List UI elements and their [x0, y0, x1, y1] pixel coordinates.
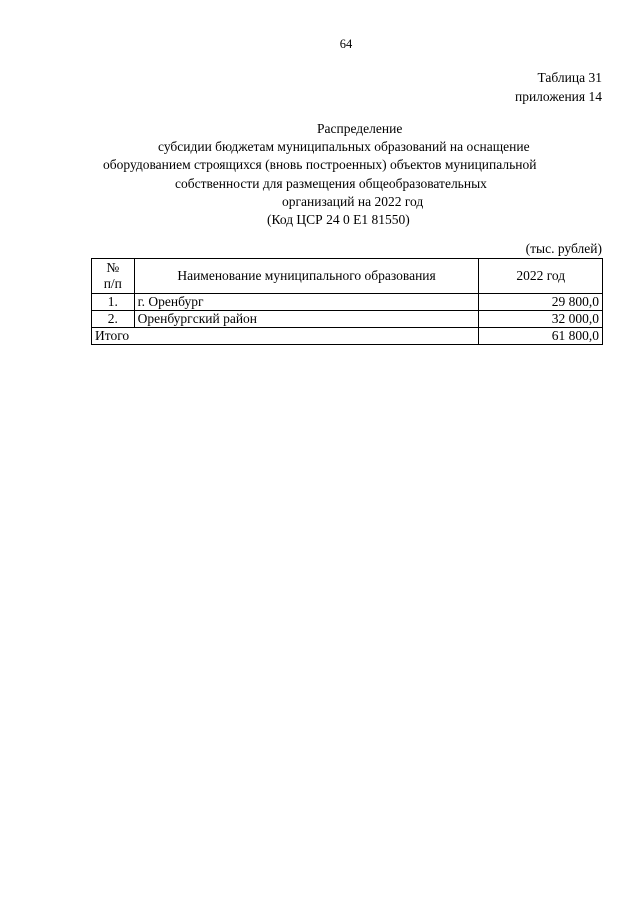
row-value: 32 000,0: [479, 311, 603, 328]
table-ref-line1: Таблица 31: [537, 70, 602, 85]
header-number-line2: п/п: [103, 276, 122, 291]
total-value: 61 800,0: [479, 328, 603, 345]
table-header-row: [92, 259, 603, 294]
table-row: [92, 294, 603, 311]
page-number: 64: [339, 37, 353, 51]
document-title: [95, 120, 635, 229]
title-line: организаций на 2022 год: [282, 193, 424, 209]
row-number: 1.: [92, 294, 135, 311]
table-ref-line2: приложения 14: [514, 89, 602, 104]
title-line: собственности для размещения общеобразовательных: [175, 175, 487, 191]
table-reference: [515, 68, 602, 106]
header-number: [92, 259, 135, 294]
subsidy-table: [91, 258, 603, 345]
units-label: (тыс. рублей): [525, 241, 602, 256]
title-line: Распределение: [317, 121, 403, 136]
header-name: Наименование муниципального образования: [134, 259, 479, 294]
row-name: г. Оренбург: [134, 294, 479, 311]
title-line: (Код ЦСР 24 0 Е1 81550): [267, 212, 410, 228]
table-row: [92, 311, 603, 328]
header-number-line1: №: [106, 260, 120, 275]
total-label: Итого: [92, 328, 479, 345]
row-number: 2.: [92, 311, 135, 328]
title-line: субсидии бюджетам муниципальных образований на оснащение: [158, 139, 530, 155]
row-name: Оренбургский район: [134, 311, 479, 328]
title-line: оборудованием строящихся (вновь построенных) объектов муниципальной: [103, 157, 537, 173]
row-value: 29 800,0: [479, 294, 603, 311]
header-year: 2022 год: [479, 259, 603, 294]
table-total-row: [92, 328, 603, 345]
